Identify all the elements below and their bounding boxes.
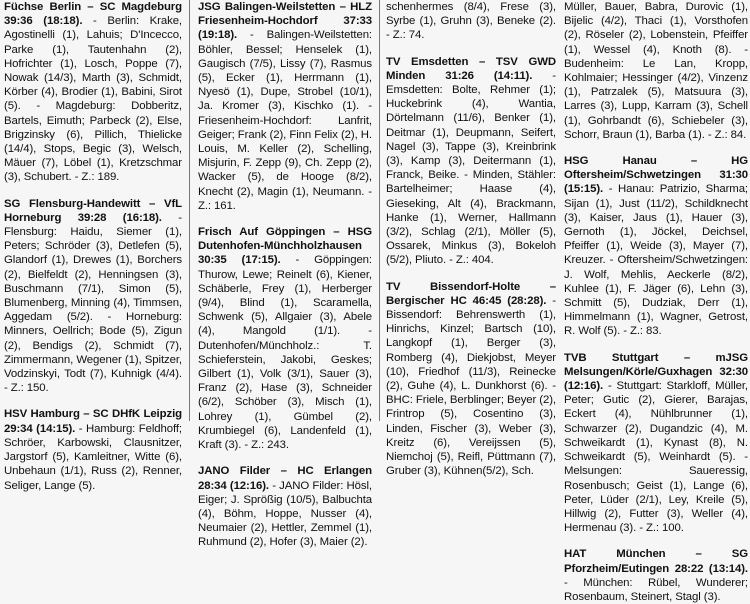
- match-headline: HSG Hanau – HG Oftersheim/Schwetzingen 31:30 (15:15).: [564, 155, 748, 196]
- match-headline: TV Emsdetten – TSV GWD Minden 31:26 (14:11).: [386, 55, 556, 82]
- match-headline: Frisch Auf Göppingen – HSG Dutenhofen-Münchholzhausen 30:35 (17:15).: [198, 226, 372, 267]
- match-headline: Füchse Berlin – SC Magdeburg 39:36 (18:18).: [4, 1, 182, 28]
- match-report: [564, 0, 748, 142]
- match-lineup: - Emsdetten: Bolte, Rehmer (1); Huckebrink (4), Wantia, Dörtelmann (11/6), Benker (1), Deitmar (1), Deupmann, Seifert, Nagel (3), Tappe (3), Kreinbrink (3), Kamp (3), Deitermann (1), Franck, Beike. - Minden, Stähler: Bartelheimer; Haase (4), Gieseking, Alt (4), Brackmann, Hanke (1), Werner, Hallmann (3/2), Schlag (2/1), Möller (5), Ossarek, Minkus (3), Bokeloh (5/2), Pliuto. - Z.: 404.: [386, 69, 556, 267]
- match-lineup: - Stuttgart: Starkloff, Müller, Peter; Gutic (2), Gierer, Barajas, Eckert (4), Nühlbrunner (1), Schwarzer (2), Dugandzic (4), M. Schweikardt (1), Kynast (8), N. Schweikardt (5), Weinhardt (5). - Melsungen: Saueressig, Rosenbusch; Geist (1), Lange (6), Peter, Lüder (2/1), Ley, Kreile (5), Hillwig (2), Futter (3), Weller (4), Hermenau (3). - Z.: 100.: [564, 380, 748, 535]
- match-lineup: - München: Rübel, Wunderer; Rosenbaum, Steinert, Stagl (3).: [564, 576, 748, 603]
- match-lineup: - Flensburg: Haidu, Siemer (1), Peters; Schröder (3), Detlefen (5), Glandorf (1), Drewes (1), Borchers (2), Bielfeldt (2), Henningsen (3), Buschmann (7/1), Simon (5), Blumenberg, Minning (4), Timmsen, Aggedam (5/2). - Horneburg: Minners, Oellrich; Bode (5), Zigun (2), Bendigs (2), Schmidt (7), Zimmermann, Wegener (1), Spitzer, Vodzinskyi, Todt (7), Kuhnigk (4/4). - Z.: 150.: [4, 211, 182, 395]
- match-report: [564, 154, 748, 339]
- match-lineup: - Berlin: Krake, Agostinelli (1), Lahuis; D'Incecco, Parke (1), Tautenhahn (2), Hofrichter (1), Losch, Poppe (7), Nowak (14/3), Marth (3), Schmidt, Körber (4), Brodier (1), Babini, Sirot (5). - Magdeburg: Dobberitz, Bartels, Eimuth; Parbeck (2), Else, Brigzinsky (6), Pillich, Thielicke (14/4), Stops, Begic (3), Welsch, Mäuer (7), Löbel (1), Kretzschmar (3), Schubert. - Z.: 189.: [4, 15, 182, 184]
- column-divider: [379, 0, 380, 421]
- match-lineup: - Göppingen: Thurow, Lewe; Reinelt (6), Kiener, Schäberle, Frey (1), Herberger (9/4), Blind (1), Scaramella, Schwenk (5), Allgaier (3), Abele (4), Mangold (1/1). - Dutenhofen/Münchholz.: T. Schieferstein, Jakobi, Geskes; Gilbert (1), Volk (3/1), Sauer (3), Franz (2), Hase (3), Schneider (6/2), Schöber (3), Misch (1), Lohrey (1), Gümbel (2), Krumbiegel (6), Landenfeld (1), Kraft (3). - Z.: 243.: [198, 254, 372, 452]
- match-report: [4, 0, 182, 185]
- match-lineup: - Bissendorf: Behrenswerth (1), Hinrichs, Kinzel; Bartsch (10), Langkopf (1), Berger (3), Romberg (4), Diekjobst, Meyer (10), Friedhof (11/3), Reinecke (2), Guhe (4), L. Dunkhorst (6). - BHC: Friele, Berblinger; Beyer (2), Frintrop (5), Cosentino (3), Linden, Fischer (3), Weber (3), Kreitz (6), Vereijssen (5), Niemchoj (5), Reifl, Püttmann (7), Gruber (3), Kühnen(5/2), Sch.: [386, 294, 556, 478]
- match-lineup: schenhermes (8/4), Frese (3), Syrbe (1), Gruhn (3), Beneke (2). - Z.: 74.: [386, 1, 556, 42]
- column-4: [564, 0, 748, 603]
- match-report: [4, 407, 182, 492]
- match-lineup: - Balingen-Weilstetten: Böhler, Bessel; Henselek (1), Gaugisch (7/5), Lissy (7), Rasmus (5), Ecker (1), Herrmann (1), Nyesö (1), Dupe, Strobel (10/1), Ja. Kromer (3), Kischko (1). - Friesenheim-Hochdorf: Lanfrit, Geiger; Frank (2), Finn Felix (2), H. Louis, M. Keller (2), Schelling, Misjurin, F. Zepp (9), Ch. Zepp (2), Wacker (5), de Hooge (8/2), Knecht (2), Magin (1), Neumann. - Z.: 161.: [198, 29, 372, 212]
- match-report: [198, 225, 372, 452]
- match-report: [4, 197, 182, 396]
- match-headline: TVB Stuttgart – mJSG Melsungen/Körle/Guxhagen 32:30 (12:16).: [564, 351, 748, 393]
- match-lineup: - Hamburg: Feldhoff; Schröer, Karbowski, Clausnitzer, Jargstorf (5), Kamleitner, Witte (6), Unbehaun (1/1), Russ (2), Renner, Seliger, Lange (5).: [4, 422, 182, 492]
- match-report: [564, 547, 748, 604]
- match-report: [198, 0, 372, 213]
- match-lineup: - JANO Filder: Hösl, Eiger; J. Sprößig (10/5), Balbuchta (4), Böhm, Hoppe, Nusser (4), Neumaier (2), Hettler, Zemmel (1), Ruhmund (2), Hofer (3), Maier (2).: [198, 479, 372, 549]
- match-report: [564, 351, 748, 536]
- match-report: [386, 0, 556, 43]
- match-report: [198, 464, 372, 549]
- match-headline: HSV Hamburg – SC DHfK Leipzig 29:34 (14:15).: [4, 408, 182, 435]
- match-report: [386, 280, 556, 479]
- match-headline: JSG Balingen-Weilstetten – HLZ Friesenheim-Hochdorf 37:33 (19:18).: [198, 1, 372, 42]
- match-report: [386, 55, 556, 268]
- match-headline: JANO Filder – HC Erlangen 28:34 (12:16).: [198, 465, 372, 492]
- column-3: [386, 0, 556, 478]
- match-headline: TV Bissendorf-Holte – Bergischer HC 46:45 (28:28).: [386, 280, 556, 307]
- match-lineup: - Hanau: Patrizio, Sharma; Sijan (1), Just (11/2), Schildknecht (3), Kaiser, Jaus (1), Hauer (3), Gernoth (1), Jöckel, Deichsel, Pfeiffer (1), Weide (3), Mayer (7), Kreuzer. - Oftersheim/Schwetzingen: J. Wolf, Mehlis, Aeckerle (8/2), Kuhlee (1), F. Jäger (6), Lehn (3), Schmitt (5), Dudziak, Derr (1), Himmelmann (1), Wagner, Getrost, R. Wolf (5). - Z.: 83.: [564, 183, 748, 338]
- column-1: [4, 0, 182, 492]
- match-headline: HAT München – SG Pforzheim/Eutingen 28:22 (13:14).: [564, 548, 748, 575]
- match-headline: SG Flensburg-Handewitt – VfL Horneburg 39:28 (16:18).: [4, 197, 182, 224]
- match-lineup: Müller, Bauer, Babra, Durovic (1), Bijelic (4/2), Thaci (1), Vorsthofen (2), Röseler (2), Lobenstein, Pfeiffer (1), Wessel (4), Knoth (8). - Budenheim: Le Lan, Kropp, Kohlmaier; Hessinger (4/2), Vinzenz (1), Patrzalek (5), Matsuura (3), Larres (3), Lupp, Karram (3), Schell (1), Gohrbandt (6), Schiebeler (3), Schorr, Braun (1), Barba (1). - Z.: 84.: [564, 1, 748, 141]
- column-2: [198, 0, 372, 549]
- column-divider: [189, 0, 190, 421]
